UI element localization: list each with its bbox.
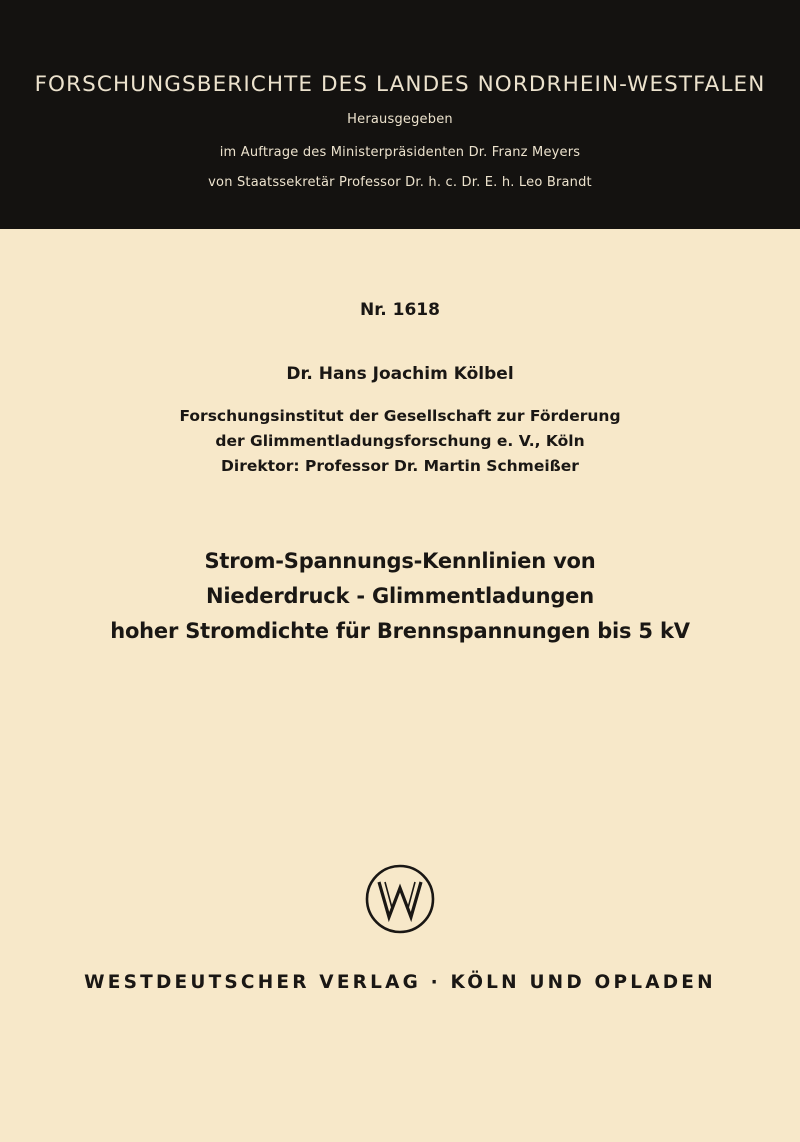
institute-line-1: Forschungsinstitut der Gesellschaft zur Förderung: [179, 407, 621, 425]
title-line-3: hoher Stromdichte für Brennspannungen bis 5 kV: [110, 619, 690, 643]
editor-line-3: von Staatssekretär Professor Dr. h. c. Dr. E. h. Leo Brandt: [208, 175, 592, 190]
publisher-w-logo-icon: [365, 864, 435, 934]
header-band: [0, 0, 800, 229]
series-title: FORSCHUNGSBERICHTE DES LANDES NORDRHEIN-WESTFALEN: [34, 72, 766, 97]
institute-line-3: Direktor: Professor Dr. Martin Schmeißer: [221, 457, 579, 475]
title-line-2: Niederdruck - Glimmentladungen: [206, 584, 594, 608]
editor-line-1: Herausgegeben: [347, 112, 453, 127]
title-line-1: Strom-Spannungs-Kennlinien von: [204, 549, 596, 573]
author-name: Dr. Hans Joachim Kölbel: [286, 364, 514, 384]
publisher-imprint: WESTDEUTSCHER VERLAG · KÖLN UND OPLADEN: [84, 972, 716, 993]
editor-line-2: im Auftrage des Ministerpräsidenten Dr. Franz Meyers: [219, 145, 581, 160]
report-number: Nr. 1618: [360, 300, 440, 320]
institute-line-2: der Glimmentladungsforschung e. V., Köln: [215, 432, 585, 450]
